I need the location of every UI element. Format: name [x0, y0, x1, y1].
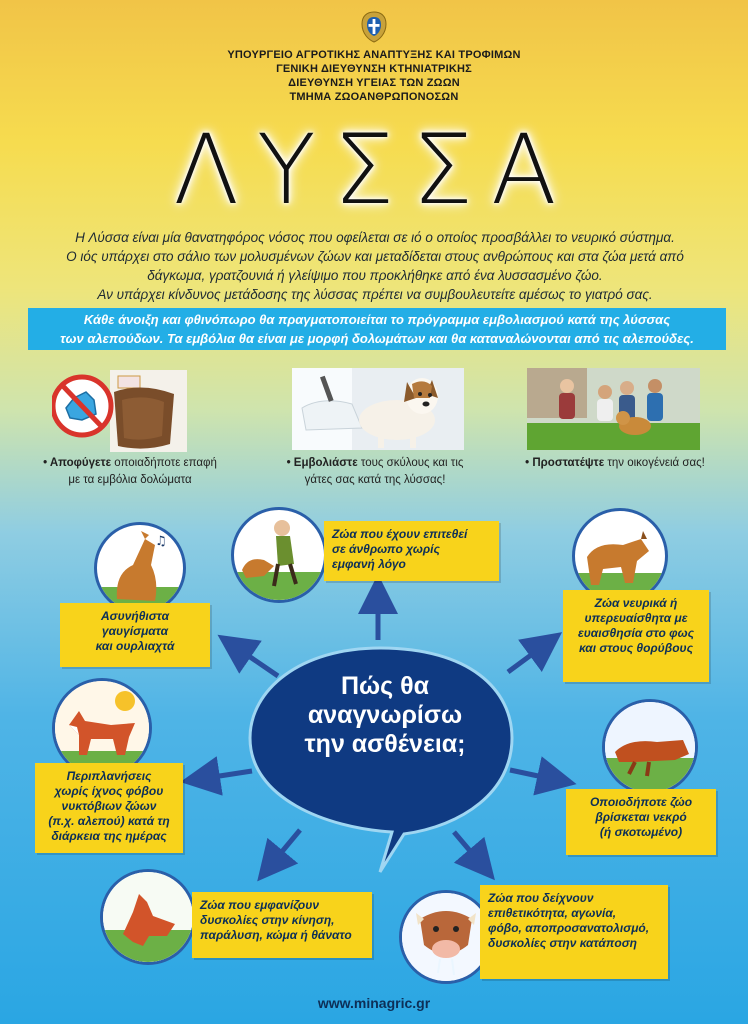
sign-line: Περιπλανήσεις — [66, 769, 152, 783]
sign-line: Ζώα που δείχνουν — [488, 891, 594, 905]
intro-line: δάγκωμα, γρατζουνιά ή γλείψιμο που προκλήθηκε από ένα λυσσασμένο ζώο. — [147, 268, 603, 283]
center-question — [270, 672, 500, 759]
sign-line: Ζώα νευρικά ή — [594, 596, 678, 610]
sign-line: νυκτόβιων ζώων — [61, 799, 157, 813]
sign-line: φόβο, αποπροσανατολισμό, — [488, 921, 650, 935]
sign-line: εμφανή λόγο — [332, 557, 406, 571]
dog-attacking-person-image — [231, 507, 327, 603]
sign-line: ευαισθησία στο φως — [577, 626, 695, 640]
ministry-line: ΤΜΗΜΑ ΖΩΟΑΝΘΡΩΠΟΝΟΣΩΝ — [289, 91, 459, 103]
arrow-right — [510, 770, 557, 780]
intro-line: Ο ιός υπάρχει στο σάλιο των μολυσμένων ζώων και μεταδίδεται στους ανθρώπους και στα ζώα μετά από — [66, 249, 684, 264]
sign-line: υπερευαίσθητα με — [584, 611, 688, 625]
website-link[interactable]: www.minagric.gr — [317, 995, 431, 1011]
sign-wandering-label — [35, 763, 183, 853]
sign-line: Ζώα που εμφανίζουν — [200, 898, 319, 912]
tip-bold: • Εμβολιάστε — [286, 457, 358, 469]
sign-nervous-label — [563, 590, 709, 682]
tip-bold: • Αποφύγετε — [43, 457, 112, 469]
sign-line: διάρκεια της ημέρας — [51, 829, 167, 843]
sign-line: (π.χ. αλεπού) κατά τη — [48, 814, 170, 828]
ministry-line: ΥΠΟΥΡΓΕΙΟ ΑΓΡΟΤΙΚΗΣ ΑΝΑΠΤΥΞΗΣ ΚΑΙ ΤΡΟΦΙΜΩΝ — [227, 49, 521, 61]
howling-dog-image — [94, 522, 186, 614]
center-line: την ασθένεια; — [304, 730, 466, 758]
center-line: Πώς θα — [340, 672, 429, 700]
tip-rest: οποιαδήποτε επαφή — [111, 457, 217, 469]
tip-line2: με τα εμβόλια δολώματα — [68, 474, 192, 486]
tip-rest: την οικογένειά σας! — [604, 457, 705, 469]
aggressive-cow-image — [399, 890, 493, 984]
sign-line: Ζώα που έχουν επιτεθεί — [332, 527, 468, 541]
sign-line: Ασυνήθιστα — [100, 609, 170, 623]
banner-line: Κάθε άνοιξη και φθινόπωρο θα πραγματοποιείται το πρόγραμμα εμβολιασμού κατά της λύσσας — [83, 312, 671, 327]
paralyzed-fox-image — [100, 869, 196, 965]
ministry-line: ΔΙΕΥΘΥΝΣΗ ΥΓΕΙΑΣ ΤΩΝ ΖΩΩΝ — [288, 77, 460, 89]
arrow-lower-right — [454, 832, 482, 865]
sign-line: δυσκολίες στην κίνηση, — [200, 913, 335, 927]
svg-text:♫: ♫ — [155, 534, 167, 549]
dead-animal-image — [602, 699, 698, 795]
sign-attacked-label — [324, 521, 499, 581]
sign-line: και ουρλιαχτά — [95, 639, 175, 653]
intro-line: Αν υπάρχει κίνδυνος μετάδοσης της λύσσας πρέπει να συμβουλευτείτε αμέσως το γιατρό σας. — [97, 287, 653, 302]
arrow-upper-right — [508, 644, 546, 672]
sign-line: δυσκολίες στην κατάποση — [488, 936, 638, 950]
arrow-left — [200, 771, 252, 779]
tip-line2: γάτες σας κατά της λύσσας! — [304, 474, 446, 486]
sign-line: παράλυση, κώμα ή θάνατο — [200, 928, 352, 942]
sign-aggression-label — [480, 885, 668, 979]
sign-paralysis-label — [192, 892, 372, 958]
sign-line: χωρίς ίχνος φόβου — [54, 784, 164, 798]
tip-bold: • Προστατέψτε — [525, 457, 605, 469]
ministry-line: ΓΕΝΙΚΗ ΔΙΕΥΘΥΝΣΗ ΚΤΗΝΙΑΤΡΙΚΗΣ — [276, 63, 472, 75]
sign-line: Οποιοδήποτε ζώο — [589, 795, 693, 809]
poster-title: ΛΥΣΣΑ — [173, 114, 575, 226]
sign-line: και στους θορύβους — [578, 641, 694, 655]
tip-rest: τους σκύλους και τις — [357, 457, 464, 469]
sign-howling-label — [60, 603, 210, 667]
sign-line: επιθετικότητα, αγωνία, — [488, 906, 617, 920]
sign-line: σε άνθρωπο χωρίς — [332, 542, 440, 556]
center-line: αναγνωρίσω — [307, 701, 463, 729]
banner-line: των αλεπούδων. Τα εμβόλια θα είναι με μορφή δολωμάτων και θα καταναλώνονται από τις αλεπούδες. — [60, 331, 694, 346]
intro-line: Η Λύσσα είναι μία θανατηφόρος νόσος που οφείλεται σε ιό ο οποίος προσβάλλει το νευρικό σύστημα. — [75, 230, 675, 245]
sign-line: γαυγίσματα — [101, 624, 169, 638]
sign-line: (ή σκοτωμένο) — [599, 825, 683, 839]
sign-dead-label — [566, 789, 716, 855]
arrow-lower-left — [270, 830, 300, 866]
sign-line: βρίσκεται νεκρό — [595, 810, 687, 824]
